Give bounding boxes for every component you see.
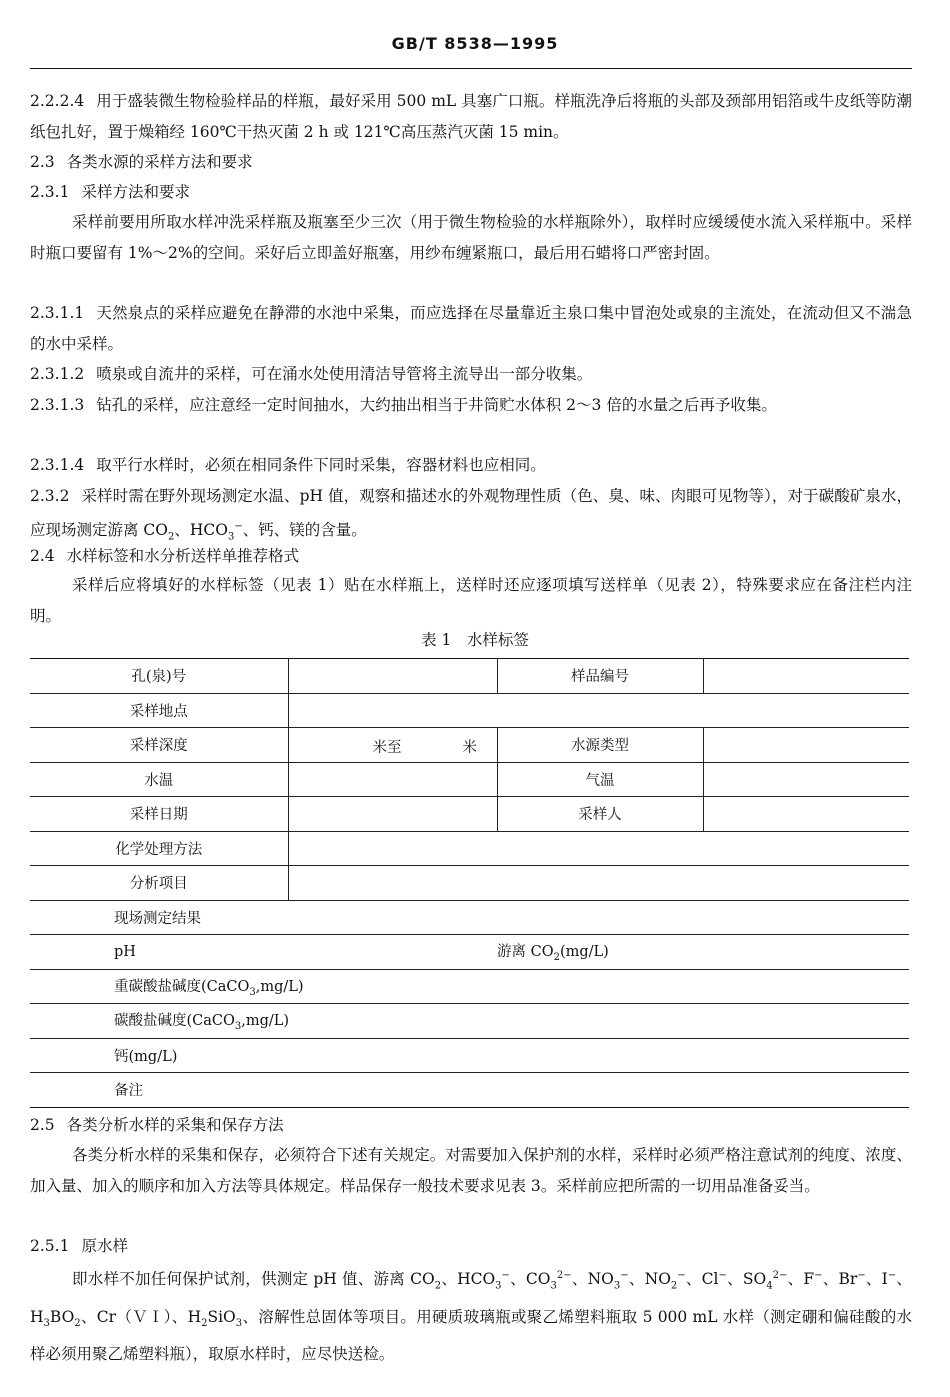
subscript: 3 bbox=[227, 530, 235, 542]
carbonate-alkalinity-label bbox=[30, 1004, 909, 1039]
text-run: 、SO bbox=[726, 1270, 767, 1289]
paragraph-2-5: 各类分析水样的采集和保存，必须符合下述有关规定。对需要加入保护剂的水样，采样时必须严格注意试剂的纯度、浓度、加入量、加入的顺序和加入方法等具体规定。样品保存一般技术要求见表 3。采样前应把所需的一切用品准备妥当。 bbox=[30, 1146, 912, 1195]
heading-number: 2.4 bbox=[30, 547, 55, 565]
clause-text: 取平行水样时，必须在相同条件下同时采集，容器材料也应相同。 bbox=[96, 456, 546, 474]
free-co2-label bbox=[497, 935, 909, 970]
paragraph-2-5-1 bbox=[30, 1261, 912, 1370]
bicarbonate-unit: ,mg/L) bbox=[255, 978, 304, 995]
subscript: 2 bbox=[201, 1317, 208, 1329]
sampler-value bbox=[703, 797, 909, 832]
superscript: − bbox=[234, 520, 243, 532]
clause-number: 2.2.2.4 bbox=[30, 92, 85, 110]
text-run: 、HCO bbox=[441, 1270, 496, 1289]
table-row bbox=[30, 693, 909, 728]
source-type-label: 水源类型 bbox=[497, 728, 703, 763]
heading-text: 各类分析水样的采集和保存方法 bbox=[66, 1116, 284, 1134]
heading-text: 采样方法和要求 bbox=[81, 183, 190, 201]
subscript: 3 bbox=[550, 1280, 557, 1292]
hole-no-value bbox=[288, 659, 497, 694]
heading-2-5 bbox=[30, 1110, 912, 1141]
subscript: 3 bbox=[613, 1280, 621, 1292]
hole-no-label: 孔(泉)号 bbox=[30, 659, 288, 694]
sampler-label: 采样人 bbox=[497, 797, 703, 832]
text-run: 、Cr（ＶＩ）、H bbox=[80, 1307, 202, 1326]
table-row bbox=[30, 728, 909, 763]
superscript: 2− bbox=[556, 1270, 572, 1281]
date-label: 采样日期 bbox=[30, 797, 288, 832]
table-row bbox=[30, 866, 909, 901]
table-row bbox=[30, 762, 909, 797]
free-co2-unit: (mg/L) bbox=[559, 944, 609, 961]
air-temp-label: 气温 bbox=[497, 762, 703, 797]
date-value bbox=[288, 797, 497, 832]
free-co2-text: 游离 CO bbox=[497, 944, 554, 961]
clause-text: 天然泉点的采样应避免在静滞的水池中采集，而应选择在尽量靠近主泉口集中冒泡处或泉的主流处，在流动但又不湍急的水中采样。 bbox=[30, 304, 912, 353]
clause-2-3-1-2 bbox=[30, 359, 912, 390]
ph-label: pH bbox=[30, 935, 497, 970]
depth-value bbox=[288, 728, 497, 763]
clause-text: 用于盛装微生物检验样品的样瓶，最好采用 500 mL 具塞广口瓶。样瓶洗净后将瓶的头部及颈部用铝箔或牛皮纸等防潮纸包扎好，置于燥箱经 160℃干热灭菌 2 h 或 121℃高压蒸汽灭菌 15 min。 bbox=[30, 92, 912, 141]
text-run: 、NO bbox=[571, 1270, 614, 1289]
depth-to-unit: 米 bbox=[462, 740, 477, 756]
clause-number: 2.3.1.1 bbox=[30, 304, 85, 322]
superscript: − bbox=[814, 1270, 823, 1281]
clause-text-a: 采样时需在野外现场测定水温、pH 值，观察和描述水的外观物理性质（色、臭、味、肉眼可见物等），对于碳酸矿泉水，应现场测定游离 CO bbox=[30, 487, 912, 539]
water-temp-label: 水温 bbox=[30, 762, 288, 797]
heading-2-5-1 bbox=[30, 1231, 912, 1262]
text-run: SiO bbox=[207, 1307, 236, 1326]
subscript: 2 bbox=[434, 1280, 442, 1292]
heading-2-4 bbox=[30, 541, 912, 572]
paragraph-2-3-1: 采样前要用所取水样冲洗采样瓶及瓶塞至少三次（用于微生物检验的水样瓶除外），取样时应缓缓使水流入采样瓶中。采样时瓶口要留有 1%～2%的空间。采好后立即盖好瓶塞，用纱布缠紧瓶口，最后用石蜡将口严密封固。 bbox=[30, 213, 912, 262]
superscript: − bbox=[677, 1270, 686, 1281]
table-row bbox=[30, 797, 909, 832]
paragraph-2-4: 采样后应将填好的水样标签（见表 1）贴在水样瓶上，送样时还应逐项填写送样单（见表 2），特殊要求应在备注栏内注明。 bbox=[30, 576, 912, 625]
sample-no-label: 样品编号 bbox=[497, 659, 703, 694]
depth-label: 采样深度 bbox=[30, 728, 288, 763]
subscript: 2 bbox=[74, 1317, 81, 1329]
superscript: 2− bbox=[772, 1270, 788, 1281]
analysis-items-value bbox=[288, 866, 909, 901]
text-run: 、溶解性总固体等项目。用硬质玻璃瓶或聚乙烯塑料瓶取 5 000 mL 水样（测定硼和偏硅酸的水样必须用聚乙烯塑料瓶），取原水样时，应尽快送检。 bbox=[30, 1307, 912, 1364]
subscript: 2 bbox=[168, 530, 175, 542]
clause-text: 钻孔的采样，应注意经一定时间抽水，大约抽出相当于井筒贮水体积 2～3 倍的水量之后再予收集。 bbox=[96, 396, 777, 414]
superscript: − bbox=[718, 1270, 727, 1281]
clause-2-3-1-1 bbox=[30, 298, 912, 359]
table-row bbox=[30, 659, 909, 694]
carbonate-text: 碳酸盐碱度(CaCO bbox=[114, 1013, 235, 1030]
air-temp-value bbox=[703, 762, 909, 797]
subscript: 3 bbox=[234, 1021, 242, 1033]
superscript: − bbox=[887, 1270, 897, 1281]
table-row bbox=[30, 935, 909, 970]
clause-number: 2.3.1.2 bbox=[30, 365, 85, 383]
table-row bbox=[30, 1073, 909, 1108]
analysis-items-label: 分析项目 bbox=[30, 866, 288, 901]
text-run: 、NO bbox=[628, 1270, 671, 1289]
heading-number: 2.3.1 bbox=[30, 183, 70, 201]
clause-text-c: 、钙、镁的含量。 bbox=[242, 520, 367, 539]
location-label: 采样地点 bbox=[30, 693, 288, 728]
field-results-label: 现场测定结果 bbox=[30, 900, 909, 935]
source-type-value bbox=[703, 728, 909, 763]
remarks-label: 备注 bbox=[30, 1073, 909, 1108]
clause-text-b: 、HCO bbox=[174, 520, 228, 539]
heading-text: 各类水源的采样方法和要求 bbox=[66, 153, 253, 171]
chem-method-value bbox=[288, 831, 909, 866]
clause-number: 2.3.2 bbox=[30, 487, 70, 505]
header-rule bbox=[30, 68, 912, 69]
clause-2-3-1-4 bbox=[30, 450, 912, 481]
clause-2-2-2-4 bbox=[30, 86, 912, 147]
heading-text: 水样标签和水分析送样单推荐格式 bbox=[66, 547, 300, 565]
table-row bbox=[30, 1004, 909, 1039]
text-run: 、Cl bbox=[685, 1270, 719, 1289]
heading-number: 2.5 bbox=[30, 1116, 55, 1134]
water-temp-value bbox=[288, 762, 497, 797]
superscript: − bbox=[857, 1270, 866, 1281]
bicarbonate-text: 重碳酸盐碱度(CaCO bbox=[114, 978, 250, 995]
clause-number: 2.3.1.4 bbox=[30, 456, 85, 474]
superscript: − bbox=[501, 1270, 510, 1281]
calcium-label: 钙(mg/L) bbox=[30, 1038, 909, 1073]
chem-method-label: 化学处理方法 bbox=[30, 831, 288, 866]
heading-2-3-1 bbox=[30, 177, 912, 208]
sample-no-value bbox=[703, 659, 909, 694]
text-run: 即水样不加任何保护试剂，供测定 pH 值、游离 CO bbox=[72, 1270, 435, 1289]
subscript: 3 bbox=[249, 986, 256, 998]
text-run: 、H bbox=[30, 1270, 912, 1326]
text-run: 、I bbox=[865, 1270, 888, 1289]
heading-text: 原水样 bbox=[81, 1237, 128, 1255]
text-run: BO bbox=[49, 1307, 75, 1326]
location-value bbox=[288, 693, 909, 728]
table-1-caption: 表 1 水样标签 bbox=[421, 631, 529, 649]
heading-number: 2.3 bbox=[30, 153, 55, 171]
table-row bbox=[30, 969, 909, 1004]
carbonate-unit: ,mg/L) bbox=[241, 1013, 290, 1030]
subscript: 2 bbox=[553, 952, 560, 964]
superscript: − bbox=[620, 1270, 629, 1281]
text-run: 、Br bbox=[822, 1270, 858, 1289]
standard-number: GB/T 8538—1995 bbox=[391, 34, 559, 53]
heading-number: 2.5.1 bbox=[30, 1237, 70, 1255]
table-row bbox=[30, 831, 909, 866]
subscript: 3 bbox=[43, 1317, 50, 1329]
clause-2-3-1-3 bbox=[30, 390, 912, 421]
heading-2-3 bbox=[30, 147, 912, 178]
text-run: 、F bbox=[787, 1270, 815, 1289]
subscript: 4 bbox=[766, 1280, 773, 1292]
subscript: 3 bbox=[495, 1280, 502, 1292]
table-row bbox=[30, 1038, 909, 1073]
water-sample-label-table bbox=[30, 658, 909, 1108]
bicarbonate-alkalinity-label bbox=[30, 969, 909, 1004]
subscript: 3 bbox=[235, 1317, 243, 1329]
clause-number: 2.3.1.3 bbox=[30, 396, 85, 414]
table-row bbox=[30, 900, 909, 935]
text-run: 、CO bbox=[509, 1270, 551, 1289]
depth-from-unit: 米至 bbox=[372, 740, 402, 756]
subscript: 2 bbox=[670, 1280, 678, 1292]
clause-text: 喷泉或自流井的采样，可在涌水处使用清洁导管将主流导出一部分收集。 bbox=[96, 365, 593, 383]
